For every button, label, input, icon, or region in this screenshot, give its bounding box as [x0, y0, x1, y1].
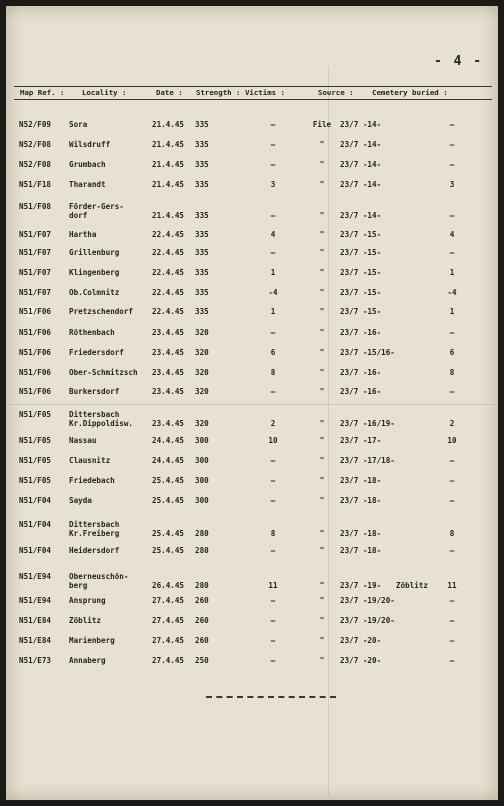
- victims-cell: —: [270, 656, 276, 665]
- date-cell: 23.4.45: [152, 368, 185, 377]
- date-cell: 22.4.45: [152, 307, 185, 316]
- victims-cell: —: [270, 160, 276, 169]
- map-ref-cell: N52/F08: [19, 140, 52, 149]
- source-cell: ": [319, 140, 325, 149]
- citation-cell: 23/7 -16/19-: [340, 419, 395, 428]
- source-cell: ": [319, 160, 325, 169]
- strength-cell: 320: [195, 419, 209, 428]
- source-cell: ": [319, 419, 325, 428]
- source-cell: ": [319, 496, 325, 505]
- date-cell: 22.4.45: [152, 248, 185, 257]
- locality-cell: Annaberg: [69, 656, 106, 665]
- source-cell: ": [319, 348, 325, 357]
- buried-cell: —: [449, 328, 455, 337]
- source-cell: ": [319, 616, 325, 625]
- table-row: [6, 636, 498, 658]
- table-row: [6, 476, 498, 498]
- buried-cell: —: [449, 456, 455, 465]
- citation-cell: 23/7 -19/20-: [340, 616, 395, 625]
- victims-cell: 4: [270, 230, 276, 239]
- end-divider: [206, 696, 336, 698]
- strength-cell: 320: [195, 387, 209, 396]
- victims-cell: —: [270, 546, 276, 555]
- strength-cell: 320: [195, 348, 209, 357]
- strength-cell: 335: [195, 307, 209, 316]
- citation-cell: 23/7 -19/20-: [340, 596, 395, 605]
- date-cell: 21.4.45: [152, 180, 185, 189]
- citation-cell: 23/7 -18-: [340, 496, 382, 505]
- victims-cell: —: [270, 140, 276, 149]
- buried-cell: —: [449, 248, 455, 257]
- date-cell: 23.4.45: [152, 348, 185, 357]
- buried-cell: 6: [449, 348, 455, 357]
- locality-cell: Marienberg: [69, 636, 115, 645]
- map-ref-cell: N51/E94: [19, 572, 52, 581]
- map-ref-cell: N51/F07: [19, 248, 52, 257]
- source-cell: ": [319, 211, 325, 220]
- date-cell: 22.4.45: [152, 268, 185, 277]
- strength-cell: 250: [195, 656, 209, 665]
- buried-cell: —: [449, 596, 455, 605]
- strength-cell: 280: [195, 529, 209, 538]
- source-cell: ": [319, 307, 325, 316]
- date-cell: 21.4.45: [152, 140, 185, 149]
- buried-cell: 3: [449, 180, 455, 189]
- map-ref-cell: N51/F05: [19, 456, 52, 465]
- strength-cell: 335: [195, 268, 209, 277]
- map-ref-cell: N51/F04: [19, 520, 52, 529]
- map-ref-cell: N51/F04: [19, 496, 52, 505]
- victims-cell: —: [270, 476, 276, 485]
- source-cell: ": [319, 456, 325, 465]
- victims-cell: —: [270, 211, 276, 220]
- source-cell: ": [319, 288, 325, 297]
- strength-cell: 335: [195, 248, 209, 257]
- victims-cell: 8: [270, 529, 276, 538]
- strength-cell: 335: [195, 180, 209, 189]
- citation-cell: 23/7 -20-: [340, 636, 382, 645]
- victims-cell: —: [270, 616, 276, 625]
- header-map-ref: Map Ref. :: [20, 88, 65, 97]
- page-number: - 4 -: [434, 54, 484, 69]
- strength-cell: 320: [195, 368, 209, 377]
- table-row: [6, 616, 498, 638]
- map-ref-cell: N51/F07: [19, 268, 52, 277]
- source-cell: ": [319, 546, 325, 555]
- document-page: [6, 6, 498, 800]
- strength-cell: 320: [195, 328, 209, 337]
- cemetery-cell: Zöblitz: [396, 581, 429, 590]
- date-cell: 24.4.45: [152, 456, 185, 465]
- source-cell: ": [319, 529, 325, 538]
- buried-cell: —: [449, 140, 455, 149]
- header-locality: Locality :: [82, 88, 127, 97]
- map-ref-cell: N51/F07: [19, 230, 52, 239]
- source-cell: ": [319, 596, 325, 605]
- source-cell: ": [319, 180, 325, 189]
- date-cell: 21.4.45: [152, 160, 185, 169]
- victims-cell: 11: [268, 581, 278, 590]
- table-row: [6, 307, 498, 329]
- table-row: [6, 348, 498, 370]
- table-row: [6, 546, 498, 568]
- buried-cell: —: [449, 476, 455, 485]
- map-ref-cell: N51/F06: [19, 348, 52, 357]
- buried-cell: 1: [449, 268, 455, 277]
- locality-cell: Ober-Schmitzsch: [69, 368, 138, 377]
- table-row: [6, 268, 498, 290]
- buried-cell: 8: [449, 368, 455, 377]
- locality-cell: Heidersdorf: [69, 546, 120, 555]
- map-ref-cell: N51/F08: [19, 202, 52, 211]
- locality-cell: Dittersbach: [69, 520, 120, 529]
- strength-cell: 335: [195, 120, 209, 129]
- victims-cell: —: [270, 496, 276, 505]
- map-ref-cell: N51/F05: [19, 410, 52, 419]
- locality-cell: Pretzschendorf: [69, 307, 134, 316]
- victims-cell: 1: [270, 268, 276, 277]
- map-ref-cell: N51/F06: [19, 368, 52, 377]
- strength-cell: 260: [195, 596, 209, 605]
- victims-cell: 3: [270, 180, 276, 189]
- strength-cell: 335: [195, 230, 209, 239]
- table-row: [6, 248, 498, 270]
- date-cell: 21.4.45: [152, 120, 185, 129]
- citation-cell: 23/7 -14-: [340, 180, 382, 189]
- source-cell: ": [319, 581, 325, 590]
- date-cell: 21.4.45: [152, 211, 185, 220]
- citation-cell: 23/7 -17-: [340, 436, 382, 445]
- citation-cell: 23/7 -15-: [340, 288, 382, 297]
- locality-cell: berg: [69, 581, 88, 590]
- source-cell: ": [319, 387, 325, 396]
- map-ref-cell: N51/F06: [19, 307, 52, 316]
- locality-cell: Nassau: [69, 436, 97, 445]
- table-row: [6, 410, 498, 432]
- citation-cell: 23/7 -15/16-: [340, 348, 395, 357]
- table-row: [6, 520, 498, 542]
- map-ref-cell: N51/E73: [19, 656, 52, 665]
- source-cell: ": [319, 268, 325, 277]
- citation-cell: 23/7 -18-: [340, 476, 382, 485]
- locality-cell: Friedersdorf: [69, 348, 124, 357]
- source-cell: File: [312, 120, 332, 129]
- source-cell: ": [319, 328, 325, 337]
- locality-cell: Grillenburg: [69, 248, 120, 257]
- strength-cell: 335: [195, 140, 209, 149]
- strength-cell: 300: [195, 456, 209, 465]
- strength-cell: 300: [195, 476, 209, 485]
- locality-cell: Friedebach: [69, 476, 115, 485]
- victims-cell: 6: [270, 348, 276, 357]
- map-ref-cell: N51/E94: [19, 596, 52, 605]
- map-ref-cell: N51/F06: [19, 328, 52, 337]
- date-cell: 25.4.45: [152, 546, 185, 555]
- buried-cell: -4: [447, 288, 457, 297]
- source-cell: ": [319, 248, 325, 257]
- header-date: Date :: [156, 88, 183, 97]
- citation-cell: 23/7 -19-: [340, 581, 382, 590]
- victims-cell: —: [270, 636, 276, 645]
- date-cell: 25.4.45: [152, 529, 185, 538]
- citation-cell: 23/7 -15-: [340, 230, 382, 239]
- buried-cell: 2: [449, 419, 455, 428]
- victims-cell: —: [270, 456, 276, 465]
- locality-cell: Oberneuschön-: [69, 572, 129, 581]
- locality-cell: Röthenbach: [69, 328, 115, 337]
- strength-cell: 300: [195, 496, 209, 505]
- locality-cell: Hartha: [69, 230, 97, 239]
- strength-cell: 260: [195, 636, 209, 645]
- header-cemetery: Cemetery buried :: [372, 88, 448, 97]
- locality-cell: dorf: [69, 211, 88, 220]
- victims-cell: 10: [268, 436, 278, 445]
- strength-cell: 280: [195, 546, 209, 555]
- locality-cell: Ob.Colmnitz: [69, 288, 120, 297]
- strength-cell: 260: [195, 616, 209, 625]
- locality-cell: Sayda: [69, 496, 92, 505]
- header-strength-victims: Strength : Victims :: [196, 88, 285, 97]
- victims-cell: —: [270, 596, 276, 605]
- citation-cell: 23/7 -17/18-: [340, 456, 395, 465]
- date-cell: 25.4.45: [152, 476, 185, 485]
- source-cell: ": [319, 656, 325, 665]
- strength-cell: 335: [195, 211, 209, 220]
- citation-cell: 23/7 -14-: [340, 160, 382, 169]
- table-row: [6, 202, 498, 224]
- source-cell: ": [319, 476, 325, 485]
- locality-cell: Klingenberg: [69, 268, 120, 277]
- date-cell: 24.4.45: [152, 436, 185, 445]
- buried-cell: —: [449, 636, 455, 645]
- locality-cell: Dittersbach: [69, 410, 120, 419]
- source-cell: ": [319, 368, 325, 377]
- map-ref-cell: N51/F05: [19, 436, 52, 445]
- date-cell: 23.4.45: [152, 419, 185, 428]
- citation-cell: 23/7 -15-: [340, 268, 382, 277]
- strength-cell: 300: [195, 436, 209, 445]
- date-cell: 26.4.45: [152, 581, 185, 590]
- table-row: [6, 160, 498, 182]
- table-row: [6, 456, 498, 478]
- buried-cell: —: [449, 616, 455, 625]
- citation-cell: 23/7 -15-: [340, 248, 382, 257]
- table-row: [6, 180, 498, 202]
- map-ref-cell: N51/F04: [19, 546, 52, 555]
- table-row: [6, 596, 498, 618]
- date-cell: 23.4.45: [152, 328, 185, 337]
- victims-cell: -4: [268, 288, 278, 297]
- map-ref-cell: N52/F08: [19, 160, 52, 169]
- date-cell: 22.4.45: [152, 288, 185, 297]
- table-row: [6, 387, 498, 409]
- buried-cell: —: [449, 211, 455, 220]
- locality-cell: Grumbach: [69, 160, 106, 169]
- buried-cell: —: [449, 160, 455, 169]
- citation-cell: 23/7 -18-: [340, 529, 382, 538]
- table-row: [6, 572, 498, 594]
- citation-cell: 23/7 -16-: [340, 368, 382, 377]
- locality-cell: Förder-Gers-: [69, 202, 124, 211]
- table-row: [6, 436, 498, 458]
- date-cell: 27.4.45: [152, 656, 185, 665]
- citation-cell: 23/7 -14-: [340, 120, 382, 129]
- locality-cell: Zöblitz: [69, 616, 102, 625]
- table-row: [6, 140, 498, 162]
- locality-cell: Sora: [69, 120, 88, 129]
- date-cell: 23.4.45: [152, 387, 185, 396]
- header-rule-bottom: [14, 99, 492, 100]
- locality-cell: Kr.Dippoldisw.: [69, 419, 134, 428]
- strength-cell: 335: [195, 160, 209, 169]
- buried-cell: —: [449, 546, 455, 555]
- table-header: [6, 85, 498, 99]
- map-ref-cell: N51/F18: [19, 180, 52, 189]
- buried-cell: —: [449, 496, 455, 505]
- locality-cell: Clausnitz: [69, 456, 111, 465]
- victims-cell: 1: [270, 307, 276, 316]
- table-row: [6, 496, 498, 518]
- citation-cell: 23/7 -15-: [340, 307, 382, 316]
- locality-cell: Kr.Freiberg: [69, 529, 120, 538]
- date-cell: 27.4.45: [152, 616, 185, 625]
- victims-cell: 2: [270, 419, 276, 428]
- map-ref-cell: N51/F05: [19, 476, 52, 485]
- buried-cell: 8: [449, 529, 455, 538]
- citation-cell: 23/7 -16-: [340, 328, 382, 337]
- buried-cell: —: [449, 656, 455, 665]
- date-cell: 25.4.45: [152, 496, 185, 505]
- map-ref-cell: N51/E84: [19, 636, 52, 645]
- locality-cell: Burkersdorf: [69, 387, 120, 396]
- victims-cell: —: [270, 248, 276, 257]
- table-row: [6, 120, 498, 142]
- victims-cell: —: [270, 120, 276, 129]
- victims-cell: —: [270, 387, 276, 396]
- buried-cell: 1: [449, 307, 455, 316]
- map-ref-cell: N52/F09: [19, 120, 52, 129]
- buried-cell: 11: [447, 581, 457, 590]
- citation-cell: 23/7 -14-: [340, 211, 382, 220]
- citation-cell: 23/7 -18-: [340, 546, 382, 555]
- citation-cell: 23/7 -14-: [340, 140, 382, 149]
- map-ref-cell: N51/E84: [19, 616, 52, 625]
- buried-cell: —: [449, 387, 455, 396]
- citation-cell: 23/7 -16-: [340, 387, 382, 396]
- buried-cell: 10: [447, 436, 457, 445]
- map-ref-cell: N51/F06: [19, 387, 52, 396]
- header-source: Source :: [318, 88, 354, 97]
- locality-cell: Tharandt: [69, 180, 106, 189]
- map-ref-cell: N51/F07: [19, 288, 52, 297]
- buried-cell: 4: [449, 230, 455, 239]
- strength-cell: 335: [195, 288, 209, 297]
- strength-cell: 280: [195, 581, 209, 590]
- source-cell: ": [319, 230, 325, 239]
- date-cell: 27.4.45: [152, 596, 185, 605]
- date-cell: 27.4.45: [152, 636, 185, 645]
- source-cell: ": [319, 636, 325, 645]
- victims-cell: —: [270, 328, 276, 337]
- citation-cell: 23/7 -20-: [340, 656, 382, 665]
- source-cell: ": [319, 436, 325, 445]
- buried-cell: —: [449, 120, 455, 129]
- locality-cell: Ansprung: [69, 596, 106, 605]
- locality-cell: Wilsdruff: [69, 140, 111, 149]
- victims-cell: 8: [270, 368, 276, 377]
- date-cell: 22.4.45: [152, 230, 185, 239]
- table-row: [6, 656, 498, 678]
- table-row: [6, 328, 498, 350]
